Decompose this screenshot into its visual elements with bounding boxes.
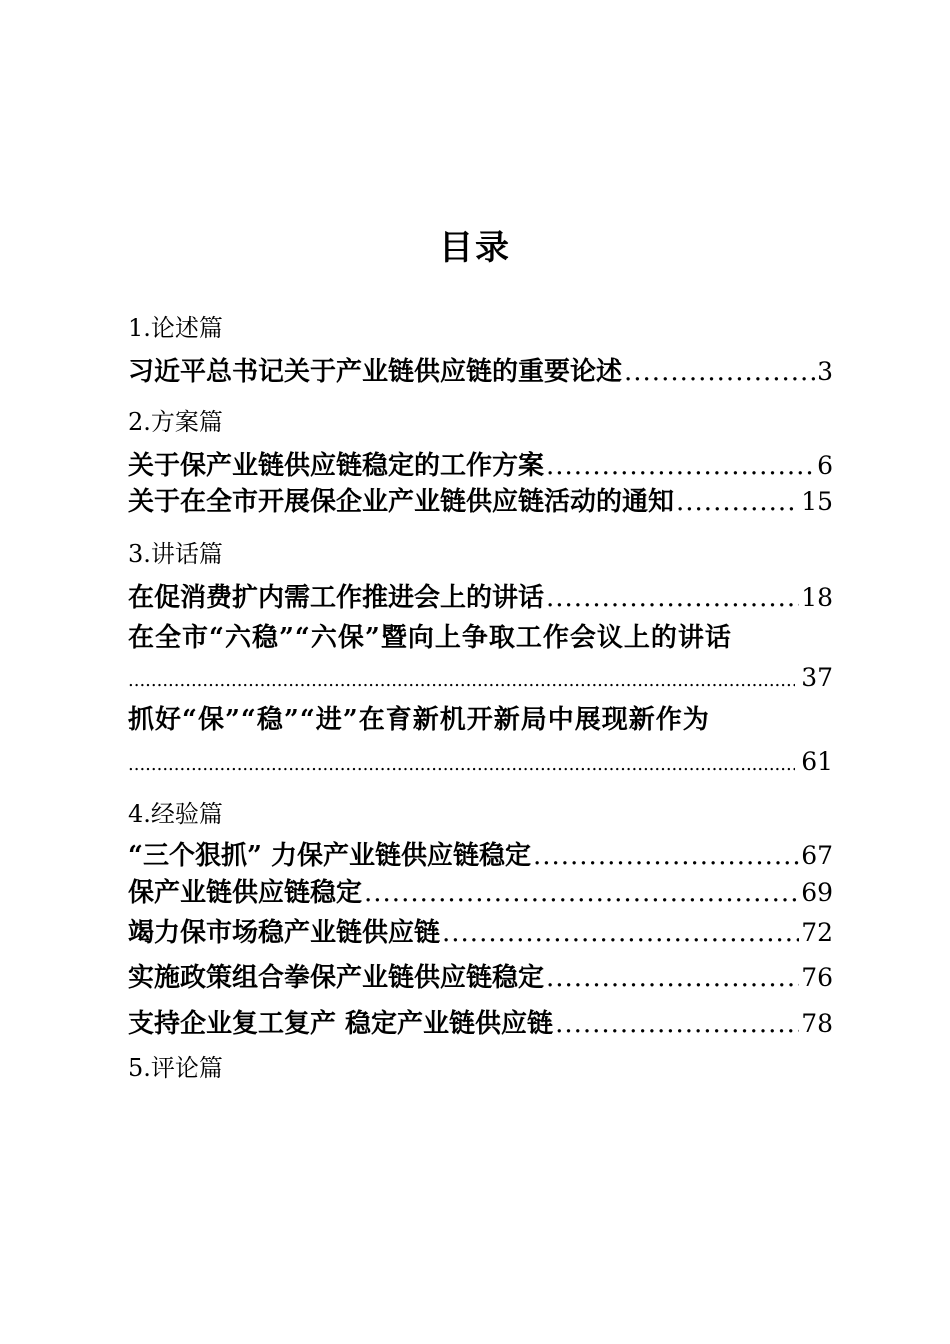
toc-entry[interactable] bbox=[128, 484, 833, 520]
leader-dots bbox=[676, 484, 799, 520]
section-heading-1: 1.论述篇 bbox=[128, 314, 223, 342]
toc-entry-title: 支持企业复工复产 稳定产业链供应链 bbox=[128, 1009, 554, 1039]
toc-entry[interactable] bbox=[128, 838, 833, 874]
toc-entry-page: 37 bbox=[801, 663, 833, 692]
toc-entry[interactable] bbox=[128, 915, 833, 951]
toc-entry-page: 72 bbox=[801, 918, 833, 947]
toc-entry-page: 15 bbox=[801, 487, 833, 516]
toc-entry-page: 76 bbox=[801, 963, 833, 992]
toc-entry-page: 69 bbox=[801, 878, 833, 907]
section-heading-3: 3.讲话篇 bbox=[128, 540, 223, 568]
toc-entry-title: 关于保产业链供应链稳定的工作方案 bbox=[128, 451, 545, 481]
toc-entry-page: 78 bbox=[801, 1009, 833, 1038]
toc-entry-title-wrapped[interactable]: 在全市“六稳”“六保”暨向上争取工作会议上的讲话 bbox=[128, 623, 732, 653]
section-heading-2: 2.方案篇 bbox=[128, 408, 223, 436]
toc-entry-title: “三个狠抓” 力保产业链供应链稳定 bbox=[128, 841, 531, 871]
toc-entry-leader-line bbox=[128, 660, 833, 696]
leader-dots bbox=[442, 915, 799, 951]
toc-entry-title: 习近平总书记关于产业链供应链的重要论述 bbox=[128, 357, 623, 387]
toc-entry[interactable] bbox=[128, 1006, 833, 1042]
section-heading-5: 5.评论篇 bbox=[128, 1054, 223, 1082]
leader-dots bbox=[128, 747, 795, 783]
toc-entry-page: 61 bbox=[801, 747, 833, 776]
toc-entry-page: 3 bbox=[817, 357, 833, 386]
toc-entry-title: 实施政策组合拳保产业链供应链稳定 bbox=[128, 963, 545, 993]
toc-entry[interactable] bbox=[128, 875, 833, 911]
toc-entry-title: 关于在全市开展保企业产业链供应链活动的通知 bbox=[128, 487, 675, 517]
toc-entry-page: 6 bbox=[817, 451, 833, 480]
leader-dots bbox=[546, 448, 815, 484]
toc-entry[interactable] bbox=[128, 448, 833, 484]
toc-entry-title-wrapped[interactable]: 抓好“保”“稳”“进”在育新机开新局中展现新作为 bbox=[128, 705, 710, 735]
leader-dots bbox=[624, 354, 815, 390]
leader-dots bbox=[364, 875, 799, 911]
leader-dots bbox=[128, 663, 795, 699]
leader-dots bbox=[555, 1006, 799, 1042]
leader-dots bbox=[546, 580, 799, 616]
toc-title: 目录 bbox=[439, 228, 511, 268]
toc-entry[interactable] bbox=[128, 354, 833, 390]
leader-dots bbox=[533, 838, 799, 874]
toc-entry-title: 保产业链供应链稳定 bbox=[128, 878, 363, 908]
toc-entry[interactable] bbox=[128, 960, 833, 996]
toc-entry-title: 竭力保市场稳产业链供应链 bbox=[128, 918, 441, 948]
toc-entry[interactable] bbox=[128, 580, 833, 616]
toc-entry-leader-line bbox=[128, 744, 833, 780]
toc-entry-page: 18 bbox=[801, 583, 833, 612]
toc-entry-title: 在促消费扩内需工作推进会上的讲话 bbox=[128, 583, 545, 613]
leader-dots bbox=[546, 960, 799, 996]
section-heading-4: 4.经验篇 bbox=[128, 800, 223, 828]
toc-entry-page: 67 bbox=[801, 841, 833, 870]
